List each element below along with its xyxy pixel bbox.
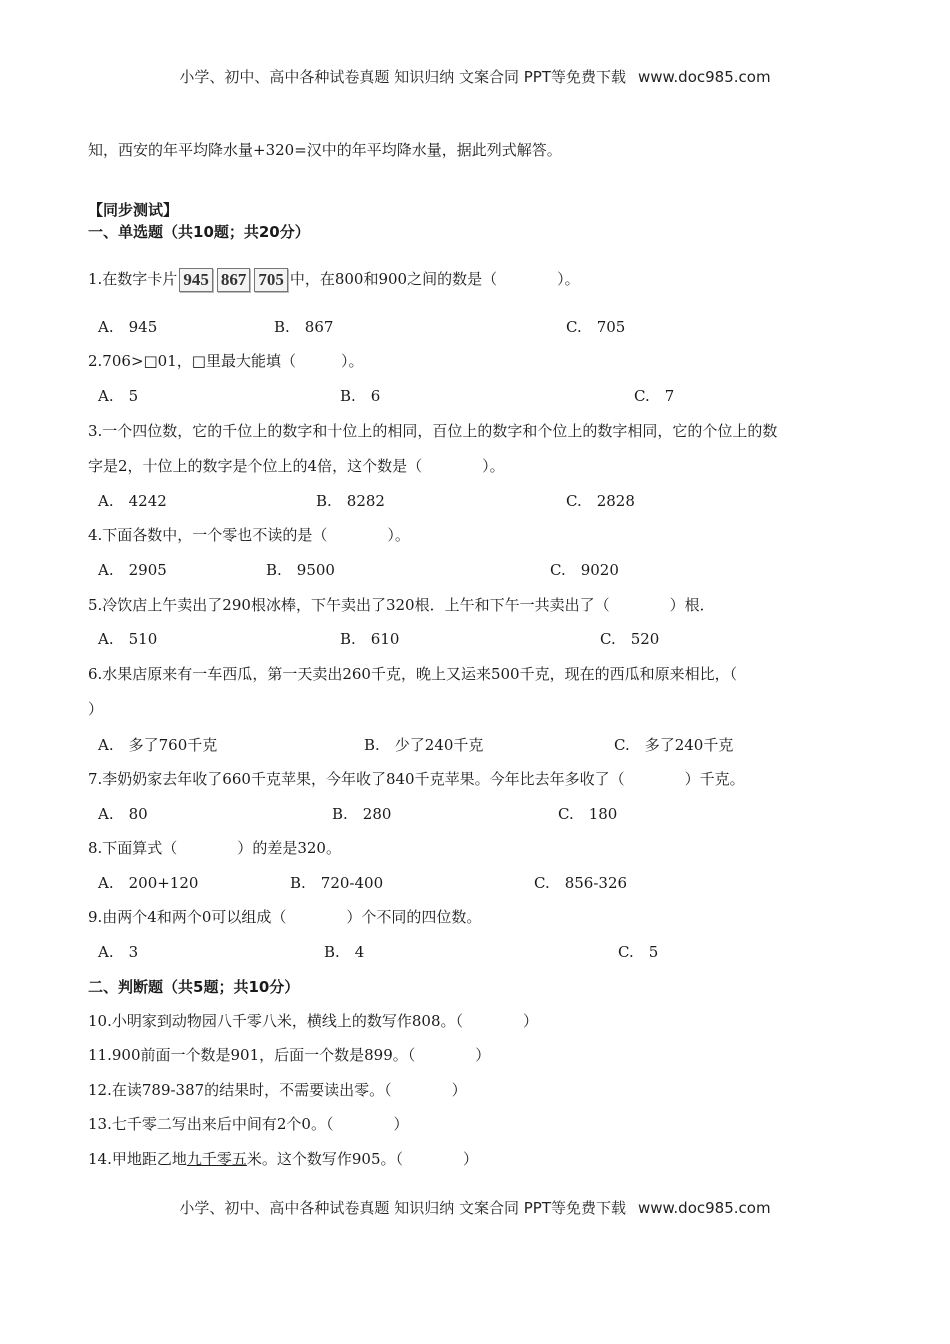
part1-title: 一、单选题（共10题；共20分） — [88, 223, 310, 241]
q1-text-post: 中，在800和900之间的数是（ ）。 — [289, 270, 580, 288]
q3-option-a[interactable]: A. 4242 — [98, 492, 167, 510]
q9-option-c[interactable]: C. 5 — [618, 943, 659, 961]
q6-option-c[interactable]: C. 多了240千克 — [614, 736, 734, 754]
number-card: 867 — [217, 268, 251, 292]
q14-text-post: 米。这个数写作905。（ ） — [246, 1150, 479, 1168]
question-8: 8.下面算式（ ）的差是320。 — [88, 839, 341, 857]
q7-option-b[interactable]: B. 280 — [332, 805, 392, 823]
header-url[interactable]: www.doc985.com — [637, 68, 771, 86]
q14-text-pre: 14.甲地距乙地 — [88, 1150, 187, 1168]
page-header — [0, 66, 950, 87]
question-1 — [88, 268, 580, 292]
q1-option-b[interactable]: B. 867 — [274, 318, 334, 336]
q8-option-b[interactable]: B. 720-400 — [290, 874, 384, 892]
q9-option-a[interactable]: A. 3 — [98, 943, 139, 961]
footer-text: 小学、初中、高中各种试卷真题 知识归纳 文案合同 PPT等免费下载 — [179, 1199, 626, 1217]
q9-option-b[interactable]: B. 4 — [324, 943, 365, 961]
question-2: 2.706>□01，□里最大能填（ ）。 — [88, 352, 364, 370]
question-14 — [88, 1149, 478, 1169]
question-12: 12.在读789-387的结果时，不需要读出零。（ ） — [88, 1081, 467, 1099]
question-11: 11.900前面一个数是901，后面一个数是899。（ ） — [88, 1046, 491, 1064]
section-title: 【同步测试】 — [88, 201, 179, 219]
question-6-line1: 6.水果店原来有一车西瓜，第一天卖出260千克，晚上又运来500千克，现在的西瓜和原来相比，（ — [88, 665, 738, 683]
q5-option-c[interactable]: C. 520 — [600, 630, 660, 648]
q2-option-a[interactable]: A. 5 — [98, 387, 139, 405]
q2-option-b[interactable]: B. 6 — [340, 387, 381, 405]
number-card: 945 — [179, 268, 213, 292]
intro-text: 知，西安的年平均降水量+320=汉中的年平均降水量，据此列式解答。 — [88, 141, 562, 159]
q5-option-a[interactable]: A. 510 — [98, 630, 158, 648]
q7-option-c[interactable]: C. 180 — [558, 805, 618, 823]
question-3-line2: 字是2，十位上的数字是个位上的4倍，这个数是（ ）。 — [88, 457, 505, 475]
question-10: 10.小明家到动物园八千零八米，横线上的数写作808。（ ） — [88, 1012, 538, 1030]
footer-url[interactable]: www.doc985.com — [637, 1199, 771, 1217]
number-card: 705 — [254, 268, 288, 292]
q4-option-a[interactable]: A. 2905 — [98, 561, 167, 579]
part2-title: 二、判断题（共5题；共10分） — [88, 978, 300, 996]
question-3-line1: 3.一个四位数，它的千位上的数字和十位上的相同，百位上的数字和个位上的数字相同，它的个位上的数 — [88, 422, 778, 440]
q1-text-pre: 1.在数字卡片 — [88, 270, 178, 288]
page-footer — [0, 1197, 950, 1218]
q5-option-b[interactable]: B. 610 — [340, 630, 400, 648]
question-4: 4.下面各数中，一个零也不读的是（ ）。 — [88, 526, 410, 544]
q3-option-b[interactable]: B. 8282 — [316, 492, 385, 510]
q1-option-c[interactable]: C. 705 — [566, 318, 626, 336]
q4-option-b[interactable]: B. 9500 — [266, 561, 335, 579]
question-9: 9.由两个4和两个0可以组成（ ）个不同的四位数。 — [88, 908, 482, 926]
q8-option-c[interactable]: C. 856-326 — [534, 874, 628, 892]
q6-option-b[interactable]: B. 少了240千克 — [364, 736, 484, 754]
question-5: 5.冷饮店上午卖出了290根冰棒，下午卖出了320根．上午和下午一共卖出了（ ）根． — [88, 596, 715, 614]
header-text: 小学、初中、高中各种试卷真题 知识归纳 文案合同 PPT等免费下载 — [179, 68, 626, 86]
question-13: 13.七千零二写出来后中间有2个0。（ ） — [88, 1115, 409, 1133]
q4-option-c[interactable]: C. 9020 — [550, 561, 619, 579]
q6-option-a[interactable]: A. 多了760千克 — [98, 736, 218, 754]
q7-option-a[interactable]: A. 80 — [98, 805, 148, 823]
q8-option-a[interactable]: A. 200+120 — [98, 874, 199, 892]
q3-option-c[interactable]: C. 2828 — [566, 492, 635, 510]
q1-option-a[interactable]: A. 945 — [98, 318, 158, 336]
question-7: 7.李奶奶家去年收了660千克苹果，今年收了840千克苹果。今年比去年多收了（ ）千克。 — [88, 770, 745, 788]
question-6-line2: ） — [88, 700, 104, 718]
q14-underlined-number: 九千零五 — [186, 1150, 247, 1168]
q2-option-c[interactable]: C. 7 — [634, 387, 675, 405]
